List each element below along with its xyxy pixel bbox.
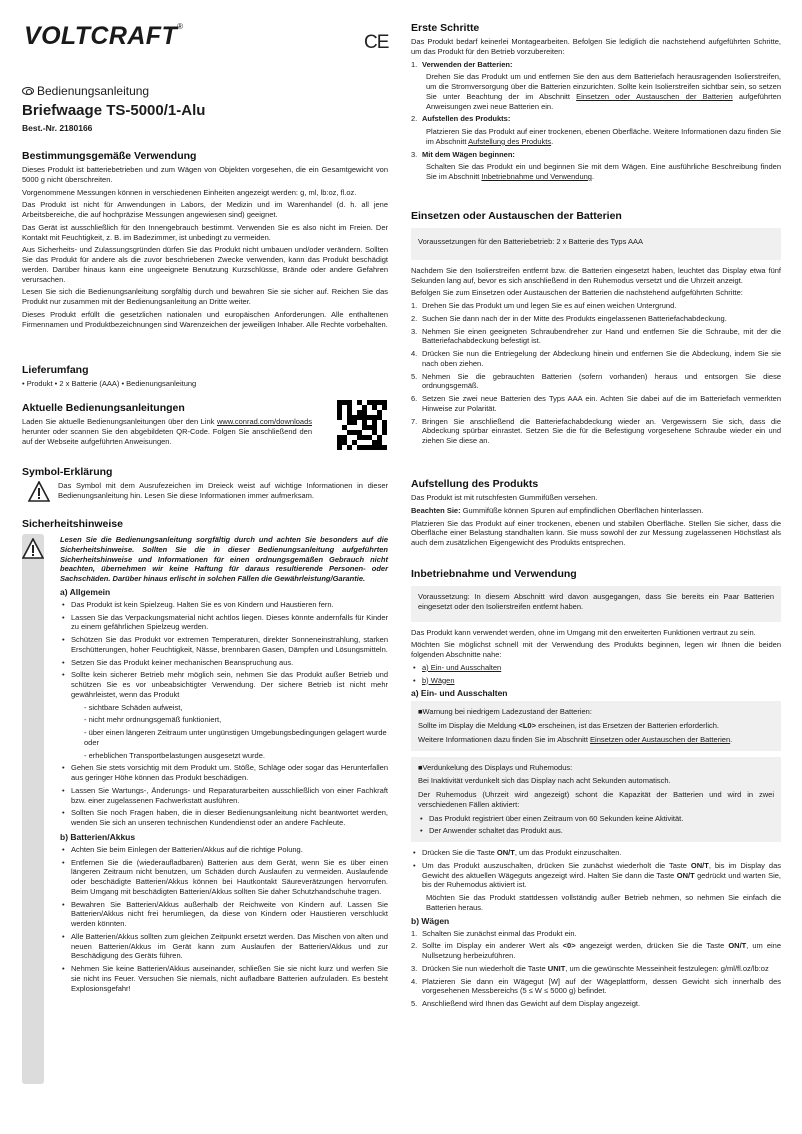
list-item: • Bewahren Sie Batterien/Akkus außerhalb der Reichweite von Kindern auf. Lassen Sie Batterien/Akkus nicht frei herumliegen, da diese von Kindern oder Haustieren verschluckt werden könnten. — [60, 900, 388, 929]
step-text: Platzieren Sie das Produkt auf einer trockenen, ebenen Oberfläche. Weitere Informationen dazu finden Sie im Abschnitt Aufstellung des Produkts. — [426, 127, 781, 146]
list-item: • Gehen Sie stets vorsichtig mit dem Produkt um. Stöße, Schläge oder sogar das Herunterfallen aus geringer Höhe können das Produkt beschädigen. — [60, 763, 388, 783]
paragraph: Das Gerät ist ausschließlich für den Innengebrauch bestimmt. Verwenden Sie es also nicht im Freien. Der Kontakt mit Feuchtigkeit, z. B. im Badezimmer, ist unbedingt zu vermeiden. — [22, 222, 388, 242]
section-safety — [22, 518, 388, 533]
product-title: Briefwaage TS-5000/1-Alu — [22, 102, 206, 119]
note: Beachten Sie: Gummifüße können Spuren auf empfindlichen Oberflächen hinterlassen. — [411, 505, 704, 515]
paragraph: Möchten Sie möglichst schnell mit der Verwendung des Produkts beginnen, legen wir Ihnen die beiden folgenden Abschnitte nahe: — [411, 640, 781, 659]
symbol-text: Das Symbol mit dem Ausrufezeichen im Dreieck weist auf wichtige Informationen in dieser Bedienungsanleitung hin. Lesen Sie diese Informationen immer aufmerksam. — [58, 481, 388, 500]
list-item — [411, 663, 781, 673]
requirement-box: Voraussetzung: In diesem Abschnitt wird davon ausgegangen, dass Sie bereits ein Paar Batterien eingesetzt oder den Isolierstreifen entfernt haben. — [411, 586, 781, 622]
section-first-steps — [411, 22, 781, 185]
list-item: • Alle Batterien/Akkus sollten zum gleichen Zeitpunkt ersetzt werden. Das Mischen von alten und neuen Batterien/Akkus im Gerät kann zum Auslaufen der Batterien/Akkus und zur Beschädigung des Geräts führen. — [60, 932, 388, 961]
heading-battery: Einsetzen oder Austauschen der Batterien — [411, 210, 622, 222]
heading-weighing: b) Wägen — [411, 915, 450, 926]
paragraph: Befolgen Sie zum Einsetzen oder Austauschen der Batterien die nachstehend aufgeführten Schritte: — [411, 288, 743, 298]
heading-scope: Lieferumfang — [22, 364, 89, 376]
list-item: • Nehmen Sie keine Batterien/Akkus auseinander, schließen Sie sie nicht kurz und werfen Sie sie nicht ins Feuer. Versuchen Sie niemals, nicht aufladbare Batterien aufzuladen. Es besteht Explosionsgefahr! — [60, 964, 388, 993]
list-item: • Setzen Sie das Produkt keiner mechanischen Beanspruchung aus. — [60, 658, 388, 668]
section-manuals — [22, 402, 312, 449]
heading-symbol: Symbol-Erklärung — [22, 466, 113, 478]
paragraph: Vorgenommene Messungen können in verschiedenen Einheiten angezeigt werden: g, ml, lb:oz, fl.oz. — [22, 187, 357, 197]
heading-safety: Sicherheitshinweise — [22, 518, 123, 530]
safety-intro: Lesen Sie die Bedienungsanleitung sorgfältig durch und achten Sie besonders auf die Sicherheitshinweise. Sollten Sie die in dieser Bedienungsanleitung aufgeführten Sicherheitshinweise und Informationen für einen ordnungsgemäßen Gebrauch nicht beachten, übernehmen wir keine Haftung für daraus resultierende Personen- oder Sachschäden. Darüber hinaus erlischt in solchen Fällen die Gewährleistung/Garantie. — [60, 535, 388, 583]
heading-general: a) Allgemein — [60, 586, 111, 597]
safety-content — [60, 535, 388, 996]
paragraph: Das Produkt ist nicht für Anwendungen in Labors, der Medizin und im Warenhandel (d. h. all jene Arbeitsbereiche, die auf hochpräzise Messungen angewiesen sind) geeignet. — [22, 200, 388, 219]
section-link[interactable]: Inbetriebnahme und Verwendung — [481, 172, 592, 181]
paragraph: Das Produkt ist mit rutschfesten Gummifüßen versehen. — [411, 493, 598, 502]
step: 5. Anschließend wird Ihnen das Gewicht auf dem Display angezeigt. — [411, 999, 641, 1008]
step: 2. Suchen Sie dann nach der in der Mitte des Produkts eingelassenen Batteriefachabdeckung. — [411, 313, 727, 323]
heading-batteries: b) Batterien/Akkus — [60, 831, 136, 842]
article-number: Best.-Nr. 2180166 — [22, 123, 93, 133]
heading-on-off: a) Ein- und Ausschalten — [411, 688, 508, 699]
step-text: Schalten Sie das Produkt ein und beginnen Sie mit dem Wägen. Eine ausführliche Beschreibung finden Sie im Abschnitt Inbetriebnahme und Verwendung. — [426, 162, 781, 181]
scope-list: • Produkt • 2 x Batterie (AAA) • Bedienungsanleitung — [22, 379, 197, 388]
list-item: • Um das Produkt auszuschalten, drücken Sie zunächst wiederholt die Taste ON/T, bis im Display das Gewicht des aktuellen Wägeguts angezeigt wird. Halten Sie dann die Taste ON/T gedrückt und warten Sie, bis der Ruhemodus aktiviert ist. — [411, 861, 781, 890]
section-link[interactable]: b) Wägen — [422, 675, 455, 685]
warning-icon — [22, 538, 44, 560]
paragraph: Das Produkt kann verwendet werden, ohne im Umgang mit den erweiterten Funktionen vertraut zu sein. — [411, 627, 756, 637]
list-item: • Lassen Sie Wartungs-, Änderungs- und Reparaturarbeiten ausschließlich von einer Fachkraft bzw. einer zugelassenen Fachwerkstatt ausführen. — [60, 786, 388, 806]
step: 1. Verwenden der Batterien: — [411, 59, 513, 69]
paragraph: Dieses Produkt erfüllt die gesetzlichen nationalen und europäischen Anforderungen. Alle enthaltenen Firmennamen und Produktbezeichnungen sind Warenzeichen der jeweiligen Inhaber. Alle Rechte vorbehalten. — [22, 309, 388, 329]
step: 2. Sollte im Display ein anderer Wert als <0> angezeigt werden, drücken Sie die Taste ON/T, um eine Nullsetzung herbeizuführen. — [411, 941, 781, 960]
info-box: ■Verdunkelung des Displays und Ruhemodus: Bei Inaktivität verdunkelt sich das Display nach acht Sekunden automatisch. Der Ruhemodus (Uhrzeit wird angezeigt) schont die Kapazität der Batterien und wird in zwei verschiedenen Fällen aktiviert: • Das Produkt registriert über einen Zeitraum von 60 Sekunden keine Aktivität. • Der Anwender schaltet das Produkt aus. — [411, 757, 781, 843]
section-link[interactable]: Einsetzen oder Austauschen der Batterien — [590, 734, 731, 744]
list-item — [411, 676, 781, 686]
step: 6. Setzen Sie zwei neue Batterien des Typs AAA ein. Achten Sie dabei auf die im Batteriefach vermerkten Hinweise zur Polarität. — [411, 394, 781, 413]
step: 3. Drücken Sie nun wiederholt die Taste UNIT, um die gewünschte Messeinheit festzulegen: g/ml/fl.oz/lb:oz — [411, 963, 769, 973]
section-battery — [411, 210, 781, 449]
list-item: • Lassen Sie das Verpackungsmaterial nicht achtlos liegen. Dieses könnte andernfalls für Kinder zu einem gefährlichen Spielzeug werden. — [60, 613, 388, 633]
list-item: • Achten Sie beim Einlegen der Batterien/Akkus auf die richtige Polung. — [60, 845, 388, 855]
requirement-box: Voraussetzungen für den Batteriebetrieb: 2 x Batterie des Typs AAA — [411, 228, 781, 260]
list-item: • Das Produkt ist kein Spielzeug. Halten Sie es von Kindern und Haustieren fern. — [60, 600, 388, 610]
heading-first-steps: Erste Schritte — [411, 22, 480, 34]
step-text: Drehen Sie das Produkt um und entfernen Sie den aus dem Batteriefach herausragenden Isolierstreifen, um die Stromversorgung über die Batterien einzurichten. Sollte kein Isolierstreifen sichtbar sein, so setzen Sie unter Beachtung der im Abschnitt Einsetzen oder Austauschen der Batterien aufgeführten Anweisungen zwei neue Batterien ein. — [426, 72, 781, 111]
safety-sidebar — [22, 534, 44, 1084]
step: 3. Mit dem Wägen beginnen: — [411, 149, 515, 159]
step: 1. Schalten Sie zunächst einmal das Produkt ein. — [411, 928, 577, 938]
list-item: - nicht mehr ordnungsgemäß funktioniert, — [84, 715, 222, 725]
list-item: • Schützen Sie das Produkt vor extremen Temperaturen, direkter Sonneneinstrahlung, starken Erschütterungen, hoher Feuchtigkeit, Nässe, brennbaren Gasen, Dämpfen und Lösungsmitteln. — [60, 635, 388, 655]
heading-use: Bestimmungsgemäße Verwendung — [22, 150, 197, 162]
section-link[interactable]: a) Ein- und Ausschalten — [422, 662, 502, 672]
section-scope — [22, 364, 388, 392]
section-symbol — [22, 466, 388, 504]
list-item: - über einen längeren Zeitraum unter ungünstigen Umgebungsbedingungen gelagert wurde oder — [84, 728, 387, 747]
list-item: • Sollten Sie noch Fragen haben, die in dieser Bedienungsanleitung nicht beantwortet werden, wenden Sie sich an unseren technischen Kundendienst oder an andere Fachleute. — [60, 808, 388, 828]
list-item: - erheblichen Transportbelastungen ausgesetzt wurde. — [84, 750, 265, 760]
section-link[interactable]: Aufstellung des Produkts — [468, 136, 552, 146]
qr-code — [337, 400, 387, 450]
paragraph: Möchten Sie das Produkt stattdessen vollständig außer Betrieb nehmen, so nehmen Sie einfach die Batterien heraus. — [426, 893, 781, 912]
heading-manuals: Aktuelle Bedienungsanleitungen — [22, 402, 185, 414]
list-item: • Sollte kein sicherer Betrieb mehr möglich sein, nehmen Sie das Produkt außer Betrieb und schützen Sie es vor unbeabsichtigter Verwendung. Der sichere Betrieb ist nicht mehr gewährleistet, wenn das Produkt — [60, 670, 388, 699]
paragraph: Platzieren Sie das Produkt auf einer trockenen, ebenen und stabilen Oberfläche. Stellen Sie sicher, dass die Oberfläche einer Belastung standhalten kann. Sie muss sowohl der zur Messung zugelassenen Höchstlast als auch dem zusätzlichen Eigengewicht des Produkts entsprechen. — [411, 518, 781, 547]
brand-logo: VOLTCRAFT® — [24, 22, 184, 50]
paragraph: Dieses Produkt ist batteriebetrieben und zum Wägen von Objekten vorgesehen, die ein Gesamtgewicht von 5000 g nicht überschreiten. — [22, 165, 388, 184]
eye-icon — [22, 87, 34, 95]
paragraph: Lesen Sie sich die Bedienungsanleitung sorgfältig durch und bewahren Sie sie sicher auf. Reichen Sie das Produkt nur zusammen mit der Bedienungsanleitung an Dritte weiter. — [22, 287, 388, 306]
download-link[interactable]: www.conrad.com/downloads — [216, 417, 312, 426]
manuals-text: Laden Sie aktuelle Bedienungsanleitungen über den Link www.conrad.com/downloads herunter oder scannen Sie den abgebildeten QR-Code. Folgen Sie anschließend den auf der Webseite aufgeführten Anweisungen. — [22, 417, 312, 446]
step: 4. Drücken Sie nun die Entriegelung der Abdeckung hinein und entfernen Sie die Abdeckung, indem Sie sie nach oben ziehen. — [411, 349, 781, 368]
section-operation — [411, 568, 781, 1012]
step: 3. Nehmen Sie einen geeigneten Schraubendreher zur Hand und entfernen Sie die Schraube, mit der die Batteriefachabdeckung befestigt ist. — [411, 326, 781, 346]
list-item: - sichtbare Schäden aufweist, — [84, 702, 183, 712]
heading-operation: Inbetriebnahme und Verwendung — [411, 568, 577, 580]
heading-setup: Aufstellung des Produkts — [411, 478, 539, 490]
ce-mark: CE — [364, 32, 389, 53]
manual-label: Bedienungsanleitung — [22, 84, 149, 98]
step: 2. Aufstellen des Produkts: — [411, 114, 511, 124]
paragraph: Nachdem Sie den Isolierstreifen entfernt bzw. die Batterien eingesetzt haben, leuchtet das Display etwa fünf Sekunden lang auf, bevor es sich anschließend in den Ruhemodus versetzt und die Uhrzeit anzeigt. — [411, 265, 781, 285]
warning-box: ■Warnung bei niedrigem Ladezustand der Batterien: Sollte im Display die Meldung <L0> erscheinen, ist das Ersetzen der Batterien erforderlich. Weitere Informationen dazu finden Sie im Abschnitt Einsetzen oder Austauschen der Batterien. — [411, 701, 781, 750]
list-item: • Entfernen Sie die (wiederaufladbaren) Batterien aus dem Gerät, wenn Sie es über einen längeren Zeitraum nicht benutzen, um Schäden durch Auslaufen zu vermeiden. Auslaufende oder beschädigte Batterien/Akkus können bei Hautkontakt Säureverätzungen hervorrufen. Beim Umgang mit beschädigten Batterien/Akkus sollten Sie daher Schutzhandschuhe tragen. — [60, 858, 388, 897]
list-item: • Drücken Sie die Taste ON/T, um das Produkt einzuschalten. — [411, 848, 781, 858]
paragraph: Das Produkt bedarf keinerlei Montagearbeiten. Befolgen Sie lediglich die nachstehend aufgeführten Schritte, um das Produkt für den Betrieb vorzubereiten: — [411, 37, 781, 56]
step: 1. Drehen Sie das Produkt um und legen Sie es auf einen weichen Untergrund. — [411, 301, 677, 310]
section-setup — [411, 478, 781, 551]
step: 7. Bringen Sie anschließend die Batteriefachabdeckung wieder an. Vergewissern Sie sich, dass die Abdeckung spürbar einrastet. Setzen Sie die für die Befestigung vorgesehene Schraube wieder ein und ziehen Sie diese an. — [411, 416, 781, 445]
warning-icon — [28, 481, 50, 503]
section-use — [22, 150, 388, 332]
step: 4. Platzieren Sie dann ein Wägegut [W] auf der Wägeplattform, dessen Gewicht sich innerhalb des vorgesehenen Messbereichs (5 ≤ W ≤ 5000 g) befindet. — [411, 976, 781, 996]
step: 5. Nehmen Sie die gebrauchten Batterien (sofern vorhanden) heraus und entsorgen Sie diese ordnungsgemäß. — [411, 371, 781, 391]
paragraph: Aus Sicherheits- und Zulassungsgründen dürfen Sie das Produkt nicht umbauen und/oder verändern. Sollten Sie das Produkt für andere als die zuvor beschriebenen Zwecke verwenden, kann das Produkt beschädigt werden. Darüber hinaus kann eine ungeeignete Benutzung Kurzschlüsse, Brände oder andere Gefahren verursachen. — [22, 245, 388, 284]
section-link[interactable]: Einsetzen oder Austauschen der Batterien — [576, 91, 733, 101]
